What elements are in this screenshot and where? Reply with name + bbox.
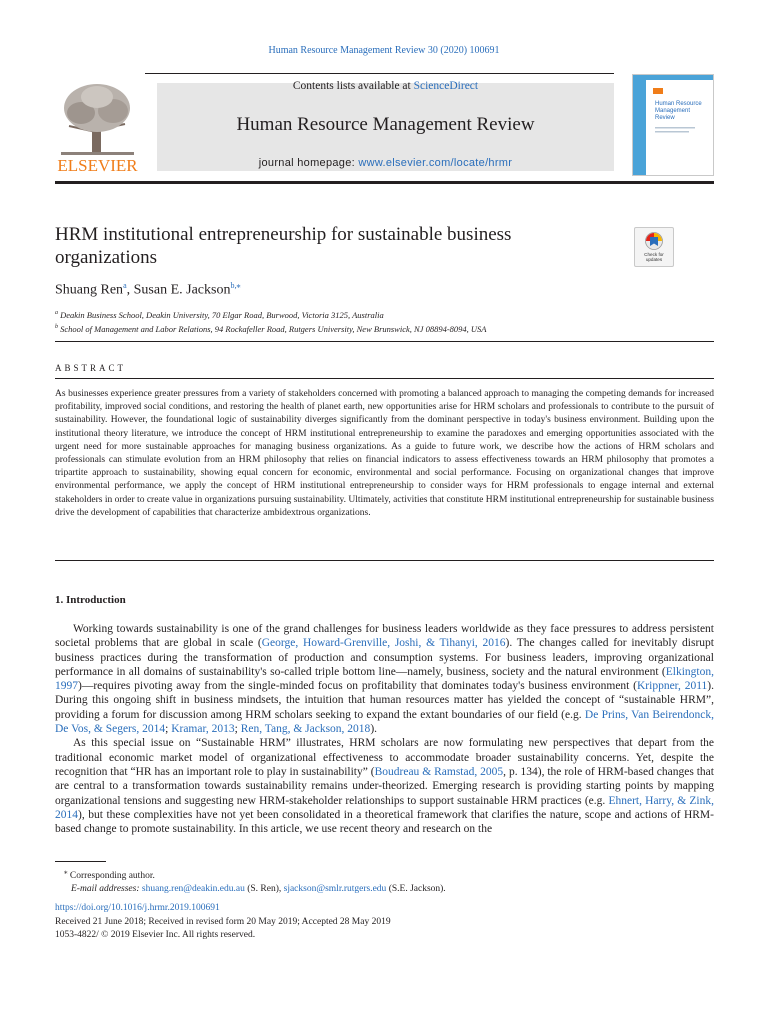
- author-list: Shuang Ren$^a$, Susan E. Jackson$^{b,⁎}$: [55, 281, 241, 298]
- abstract-heading-rule: [55, 378, 714, 379]
- citation-link[interactable]: Kramar, 2013: [171, 723, 235, 736]
- citation-link[interactable]: Ehnert, Harry, & Zink, 2014: [55, 794, 714, 821]
- header-top-rule: [145, 73, 614, 74]
- journal-title: Human Resource Management Review: [236, 114, 535, 135]
- check-for-updates-button[interactable]: [634, 227, 674, 267]
- email-line: [55, 883, 446, 896]
- received-dates: Received 21 June 2018; Received in revised form 20 May 2019; Accepted 28 May 2019: [55, 916, 391, 927]
- affiliations: [55, 307, 487, 336]
- affiliation-marker[interactable]: a: [123, 281, 127, 290]
- contents-line: [157, 80, 614, 92]
- abstract-bottom-rule: [55, 560, 714, 561]
- journal-cover-image: [633, 75, 713, 175]
- svg-text:Human Resource: Human Resource: [655, 101, 702, 107]
- affiliation-mark: b: [55, 324, 58, 331]
- email-link[interactable]: shuang.ren@deakin.edu.au: [141, 884, 245, 895]
- citation-link[interactable]: George, Howard-Grenville, Joshi, & Tihanyi, 2016: [261, 637, 506, 650]
- citation-link[interactable]: Ren, Tang, & Jackson, 2018: [240, 723, 371, 736]
- journal-citation-link[interactable]: Human Resource Management Review 30 (2020) 100691: [268, 45, 500, 56]
- email-owner: (S. Ren),: [247, 884, 282, 895]
- author-name: Susan E. Jackson: [133, 282, 231, 298]
- citation-link[interactable]: Krippner, 2011: [636, 680, 708, 693]
- footnotes: [55, 866, 446, 896]
- affiliation-text: School of Management and Labor Relations, 94 Rockafeller Road, Rutgers University, New Brunswick, NJ 08894-8094, USA: [60, 324, 487, 335]
- email-owner: (S.E. Jackson).: [388, 884, 446, 895]
- affiliation-text: Deakin Business School, Deakin University, 70 Elgar Road, Burwood, Victoria 3125, Australia: [60, 309, 384, 320]
- svg-text:Check for: Check for: [644, 252, 664, 257]
- email-link[interactable]: sjackson@smlr.rutgers.edu: [283, 884, 387, 895]
- copyright-line: 1053-4822/ © 2019 Elsevier Inc. All rights reserved.: [55, 930, 256, 940]
- section-heading-introduction: 1. Introduction: [55, 594, 126, 606]
- footnote-rule: [55, 861, 106, 862]
- email-label: E-mail addresses:: [71, 884, 140, 895]
- author-name: Shuang Ren: [55, 282, 124, 298]
- contents-prefix: Contents lists available at: [292, 80, 414, 92]
- header-thick-rule: [55, 181, 714, 184]
- elsevier-tree-icon: [55, 80, 140, 175]
- abstract-heading: ABSTRACT: [55, 363, 127, 373]
- abstract-text: As businesses experience greater pressures from a variety of stakeholders concerned with promoting a balanced approach to managing the competing demands for increased profitability, improved social conditions, and restoring the health of planet earth, new opportunities arise for HRM scholars and professionals to contribute to the pursuit of sustainability. However, the foundational logic of sustainability diverges significantly from the dominant perspective in today's business environment. Building upon the institutional theory literature, we introduce the concept of HRM institutional entrepreneurship to examine the paradoxes and emerging opportunities associated with the urgent need for more sustainable approaches for managing business organizations. As a guide to future work, we describe how the actions of HRM scholars and professionals can stimulate evolution from an HRM philosophy that relies on financial indicators to assess effectiveness towards an HRM philosophy that promotes a tripartite approach to sustainability, showing equal concern for economic, environmental and social performance. Focusing on organizational changes that improve environmental performance, we apply the concept of HRM institutional entrepreneurship to consider ways for HRM professionals to engage internal and external stakeholders in order to create value in organizations pursuing sustainability. Ultimately, activities that constitute HRM institutional entrepreneurship for sustainable business drive the development of capabilities that characterize ambidextrous organizations.: [55, 389, 714, 518]
- publication-info: [55, 902, 391, 943]
- svg-text:Management: Management: [655, 108, 691, 114]
- citation-link[interactable]: Elkington, 1997: [55, 665, 714, 693]
- affiliation-mark: a: [55, 310, 58, 316]
- journal-cover-thumbnail[interactable]: [632, 74, 714, 176]
- affiliation-item: [55, 321, 487, 335]
- elsevier-logo: [55, 80, 140, 175]
- svg-text:Review: Review: [655, 115, 675, 121]
- svg-text:updates: updates: [645, 257, 663, 262]
- corresponding-author-note: [55, 866, 446, 883]
- citation-link[interactable]: De Prins, Van Beirendonck, De Vos, & Segers, 2014: [55, 708, 714, 736]
- paragraph: Working towards sustainability is one of the grand challenges for business leaders worldwide as they face pressures to address persistent societal problems that are global in scale (George, Howard-Grenville, Joshi, & Tihanyi, 2016). The changes called for inevitably disrupt business practices during the transformation of production and consumption systems. For business leaders, improving organizational performance in all domains of sustainability's so-called triple bottom line—namely, business, society and the natural environment (Elkington, 1997)—requires pivoting away from the single-minded focus on profitability that dominates today's business environment (Krippner, 2011). During this ongoing shift in business mindsets, the intuition that human resources matter has yielded the concept of “sustainable HRM”, providing a forum for discussion among HRM scholars seeking to expand the extant boundaries of our field (e.g. De Prins, Van Beirendonck, De Vos, & Segers, 2014; Kramar, 2013; Ren, Tang, & Jackson, 2018).: [55, 623, 714, 736]
- doi-link[interactable]: https://doi.org/10.1016/j.hrmr.2019.100691: [55, 903, 220, 913]
- corresponding-mark: ⁎: [64, 868, 68, 876]
- svg-text:ELSEVIER: ELSEVIER: [57, 156, 138, 175]
- corresponding-author-text: Corresponding author.: [69, 871, 155, 882]
- paragraph: As this special issue on “Sustainable HRM” illustrates, HRM scholars are now formulating new perspectives that depart from the traditional economic market model of organizational effectiveness to accommodate broader sustainability concerns. Yet, despite the recognition that “HR has an important role to play in sustainability” (Boudreau & Ramstad, 2005, p. 134), the role of HRM-based changes that are central to a transformation towards sustainability remains under-theorized. Emerging research is providing starting points by mapping organizational tensions and suggesting new HRM-stakeholder relationships to support sustainable HRM practices (e.g. Ehnert, Harry, & Zink, 2014), but these complexities have not yet been consolidated in a theoretical framework that clarifies the nature, scope and actions of HRM-based change to promote sustainability. In this article, we use recent theory and research on the: [55, 737, 714, 836]
- homepage-prefix: journal homepage:: [258, 157, 359, 169]
- sciencedirect-link[interactable]: ScienceDirect: [413, 80, 479, 92]
- affiliation-marker[interactable]: b,⁎: [230, 281, 241, 290]
- abstract-top-rule: [55, 341, 714, 342]
- article-title: HRM institutional entrepreneurship for sustainable business organizations: [55, 224, 512, 268]
- citation-link[interactable]: Boudreau & Ramstad, 2005: [374, 765, 504, 778]
- affiliation-item: [55, 307, 487, 321]
- crossmark-icon: [635, 228, 673, 266]
- introduction-body: [55, 622, 714, 836]
- homepage-link[interactable]: www.elsevier.com/locate/hrmr: [358, 157, 513, 169]
- homepage-line: [157, 157, 614, 169]
